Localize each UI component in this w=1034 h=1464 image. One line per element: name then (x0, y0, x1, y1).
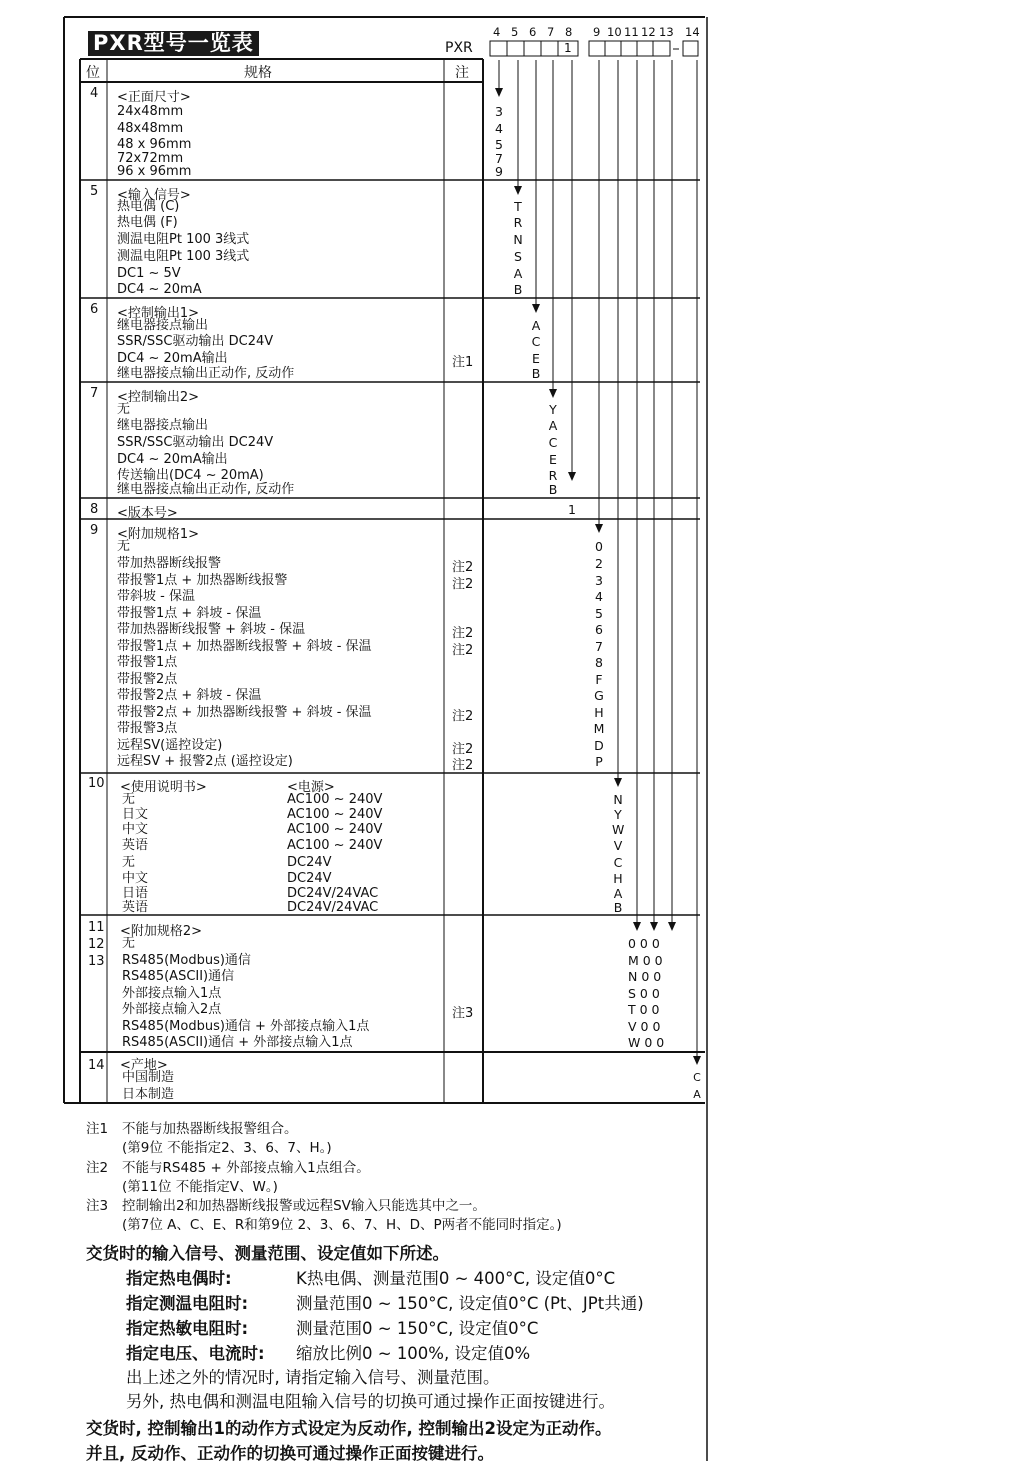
section-9-note: 注2 (452, 741, 474, 757)
delivery-value: 缩放比例0 ~ 100%, 设定值0% (296, 1344, 531, 1363)
section-11-code: V 0 0 (628, 1018, 661, 1034)
header-position: 位 (86, 65, 100, 81)
delivery-note: 另外, 热电偶和测温电阻输入信号的切换可通过操作正面按键进行。 (126, 1392, 615, 1411)
section-9-item: 无 (117, 539, 131, 554)
section-4-item: 96 x 96mm (117, 164, 192, 179)
delivery-label: 指定热电偶时: (126, 1269, 232, 1288)
section-7-code: E (549, 452, 557, 467)
section-6-item: DC4 ~ 20mA输出 (117, 351, 228, 366)
section-14-item: 中国制造 (122, 1070, 175, 1085)
section-10-power: AC100 ~ 240V (287, 838, 383, 853)
section-9-code: 2 (595, 556, 603, 571)
delivery-final: 并且, 反动作、正动作的切换可通过操作正面按键进行。 (86, 1444, 495, 1463)
section-6-item: SSR/SSC驱动输出 DC24V (117, 334, 274, 349)
section-10-code: N (613, 792, 623, 807)
section-8-code: 1 (568, 502, 576, 517)
section-9-code: P (595, 754, 603, 769)
delivery-label: 指定测温电阻时: (126, 1294, 249, 1313)
model-prefix: PXR (445, 40, 473, 56)
delivery-value: 测量范围0 ~ 150°C, 设定值0°C (296, 1319, 539, 1338)
section-10-title: <使用说明书> (120, 780, 207, 795)
section-6-note: 注1 (452, 355, 474, 370)
digit-position-12: 12 (641, 25, 656, 39)
fixed-digit: 1 (564, 41, 572, 55)
section-10-code: H (613, 871, 623, 886)
section-9-note: 注2 (452, 642, 474, 658)
section-6-code: E (532, 351, 540, 366)
section-9-item: 带报警1点 + 斜坡 - 保温 (117, 605, 262, 621)
section-9-note: 注2 (452, 576, 474, 592)
section-11-code: S 0 0 (628, 985, 660, 1001)
section-14-code: C (693, 1071, 701, 1084)
section-10-code: V (613, 838, 623, 853)
digit-position-11: 11 (624, 25, 639, 39)
section-4-code: 4 (495, 120, 503, 136)
section-7-code: C (548, 435, 558, 450)
section-10-item: 无 (122, 792, 136, 807)
delivery-value: K热电偶、测量范围0 ~ 400°C, 设定值0°C (296, 1269, 616, 1288)
section-11-title: <附加规格2> (120, 924, 203, 939)
section-9-code: 7 (595, 638, 603, 654)
section-5-code: T (514, 199, 522, 214)
section-5-item: 测温电阻Pt 100 3线式 (117, 232, 250, 247)
digit-position-8: 8 (565, 25, 573, 39)
section-5-item: 热电偶 (F) (117, 215, 178, 230)
section-10-item: 无 (122, 855, 136, 870)
section-7-item: 传送输出(DC4 ~ 20mA) (117, 468, 264, 483)
section-9-item: 带报警2点 + 加热器断线报警 + 斜坡 - 保温 (117, 704, 372, 720)
delivery-label: 指定热敏电阻时: (126, 1319, 249, 1338)
section-11-code: W 0 0 (628, 1035, 665, 1050)
page-title: PXR型号一览表 (88, 31, 259, 56)
section-9-code: H (594, 704, 604, 720)
section-5-title: <输入信号> (117, 188, 191, 203)
section-14-item: 日本制造 (122, 1087, 175, 1102)
section-9-code: 6 (595, 622, 603, 637)
section-10-power: DC24V (287, 855, 332, 870)
section-5-code: N (513, 232, 523, 247)
section-9-item: 远程SV(遥控设定) (117, 737, 223, 753)
section-6-title: <控制输出1> (117, 306, 200, 321)
footnote-id: 注2 (86, 1160, 109, 1176)
section-5-item: 测温电阻Pt 100 3线式 (117, 249, 250, 264)
section-11-item: 外部接点输入1点 (122, 985, 222, 1001)
section-9-code: D (594, 737, 604, 753)
section-4-code: 5 (495, 137, 503, 152)
digit-position-6: 6 (529, 25, 537, 39)
section-9-code: 4 (595, 589, 603, 604)
delivery-label: 指定电压、电流时: (126, 1344, 265, 1363)
footnote-text: 控制输出2和加热器断线报警或远程SV输入只能选其中之一。 (122, 1198, 486, 1214)
section-9-item: 带报警1点 + 加热器断线报警 + 斜坡 - 保温 (117, 638, 372, 654)
footnote-detail: (第7位 A、C、E、R和第9位 2、3、6、7、H、D、P两者不能同时指定。) (122, 1217, 562, 1233)
section-14-title: <产地> (120, 1058, 168, 1073)
digit-position-4: 4 (493, 25, 501, 39)
section-14-code: A (693, 1088, 701, 1101)
section-10-item: 中文 (122, 822, 149, 837)
section-6-position: 6 (90, 302, 99, 317)
section-6-code: C (531, 334, 541, 349)
section-5-code: A (513, 266, 523, 281)
section-11-code: M 0 0 (628, 952, 663, 968)
section-9-code: 5 (595, 605, 603, 621)
header-note: 注 (455, 65, 469, 81)
section-9-code: 3 (595, 572, 603, 588)
section-4-item: 48x48mm (117, 120, 184, 136)
section-10-power: AC100 ~ 240V (287, 822, 383, 837)
footnote-id: 注1 (86, 1121, 109, 1137)
section-10-code: C (613, 855, 623, 870)
section-10-power: DC24V/24VAC (287, 886, 379, 901)
digit-position-10: 10 (607, 25, 622, 39)
section-11-item: 无 (122, 936, 136, 951)
section-10-power: AC100 ~ 240V (287, 792, 383, 807)
section-10-item: 中文 (122, 871, 149, 886)
section-13-position: 13 (88, 954, 105, 969)
section-7-code: R (548, 468, 558, 483)
section-6-code: B (531, 366, 541, 381)
section-10-code: A (613, 886, 623, 901)
delivery-heading: 交货时的输入信号、测量范围、设定值如下所述。 (86, 1244, 449, 1263)
section-6-item: 继电器接点输出正动作, 反动作 (117, 366, 295, 381)
section-11-item: RS485(ASCII)通信 + 外部接点输入1点 (122, 1035, 353, 1050)
digit-position-14: 14 (685, 25, 700, 39)
section-4-code: 7 (495, 151, 503, 166)
section-9-item: 带报警2点 + 斜坡 - 保温 (117, 688, 262, 703)
section-10-power: AC100 ~ 240V (287, 807, 383, 822)
section-4-item: 48 x 96mm (117, 137, 192, 152)
section-7-item: 无 (117, 402, 131, 417)
section-9-position: 9 (90, 523, 99, 538)
section-14-position: 14 (88, 1058, 105, 1073)
section-10-title-power: <电源> (287, 780, 335, 795)
section-8-position: 8 (90, 502, 99, 517)
section-9-note: 注2 (452, 708, 474, 724)
section-9-item: 带斜坡 - 保温 (117, 589, 195, 604)
section-7-item: 继电器接点输出 (117, 418, 209, 433)
section-4-code: 9 (495, 164, 503, 179)
section-11-note: 注3 (452, 1006, 474, 1021)
section-12-position: 12 (88, 937, 105, 952)
section-10-item: 日文 (122, 807, 149, 822)
section-10-code: W (612, 822, 625, 837)
section-10-item: 日语 (122, 886, 149, 901)
section-9-item: 带报警3点 (117, 721, 178, 736)
header-spec: 规格 (244, 65, 272, 81)
section-10-power: DC24V (287, 871, 332, 886)
section-9-item: 带加热器断线报警 (117, 556, 222, 571)
section-9-code: 0 (595, 539, 603, 554)
section-7-code: B (548, 482, 558, 497)
section-7-item: DC4 ~ 20mA输出 (117, 452, 228, 467)
footnote-id: 注3 (86, 1198, 109, 1214)
footnote-detail: (第9位 不能指定2、3、6、7、H。) (122, 1140, 332, 1156)
section-9-item: 带报警1点 (117, 655, 178, 670)
section-5-code: S (514, 249, 522, 264)
section-9-code: 8 (595, 655, 603, 670)
digit-position-5: 5 (511, 25, 519, 39)
delivery-value: 测量范围0 ~ 150°C, 设定值0°C (Pt、JPt共通) (296, 1294, 644, 1313)
section-5-item: DC4 ~ 20mA (117, 282, 202, 297)
section-5-position: 5 (90, 184, 99, 199)
section-10-position: 10 (88, 776, 105, 791)
section-5-item: 热电偶 (C) (117, 199, 180, 214)
footnote-text: 不能与RS485 + 外部接点输入1点组合。 (122, 1160, 370, 1176)
section-7-code: A (548, 418, 558, 433)
section-11-item: 外部接点输入2点 (122, 1002, 222, 1017)
section-11-item: RS485(ASCII)通信 (122, 969, 235, 984)
section-4-code: 3 (495, 104, 503, 119)
delivery-note: 出上述之外的情况时, 请指定输入信号、测量范围。 (126, 1368, 500, 1387)
section-7-position: 7 (90, 386, 99, 401)
section-7-item: SSR/SSC驱动输出 DC24V (117, 435, 274, 450)
digit-position-7: 7 (547, 25, 555, 39)
section-11-code: N 0 0 (628, 969, 662, 984)
section-10-code: B (613, 900, 623, 915)
section-5-item: DC1 ~ 5V (117, 266, 181, 281)
section-9-code: M (593, 721, 605, 736)
section-9-item: 远程SV + 报警2点 (遥控设定) (117, 754, 293, 769)
section-8-title: <版本号> (117, 506, 178, 521)
section-10-code: Y (614, 807, 622, 822)
section-11-code: T 0 0 (628, 1002, 660, 1017)
section-11-code: 0 0 0 (628, 936, 660, 951)
section-6-item: 继电器接点输出 (117, 318, 209, 333)
section-9-item: 带报警1点 + 加热器断线报警 (117, 572, 288, 588)
section-11-position: 11 (88, 920, 105, 935)
section-10-power: DC24V/24VAC (287, 900, 379, 915)
digit-position-9: 9 (593, 25, 601, 39)
section-9-code: G (594, 688, 604, 703)
delivery-final: 交货时, 控制输出1的动作方式设定为反动作, 控制输出2设定为正动作。 (86, 1419, 612, 1438)
section-4-item: 24x48mm (117, 104, 184, 119)
section-9-item: 带报警2点 (117, 671, 178, 687)
section-6-code: A (531, 318, 541, 333)
section-7-item: 继电器接点输出正动作, 反动作 (117, 482, 295, 497)
section-9-item: 带加热器断线报警 + 斜坡 - 保温 (117, 622, 306, 637)
section-9-note: 注2 (452, 560, 474, 575)
section-4-title: <正面尺寸> (117, 90, 191, 105)
section-11-item: RS485(Modbus)通信 + 外部接点输入1点 (122, 1018, 370, 1034)
footnote-detail: (第11位 不能指定V、W。) (122, 1179, 278, 1195)
section-10-item: 英语 (122, 900, 149, 915)
digit-position-13: 13 (659, 25, 674, 39)
section-11-item: RS485(Modbus)通信 (122, 952, 251, 968)
section-9-code: F (595, 671, 603, 687)
section-9-title: <附加规格1> (117, 527, 200, 542)
section-4-item: 72x72mm (117, 151, 184, 166)
section-9-note: 注2 (452, 626, 474, 641)
section-5-code: B (513, 282, 523, 297)
section-4-position: 4 (90, 86, 99, 101)
section-10-item: 英语 (122, 838, 149, 853)
footnote-text: 不能与加热器断线报警组合。 (122, 1121, 298, 1137)
section-7-title: <控制输出2> (117, 390, 200, 405)
section-9-note: 注2 (452, 758, 474, 773)
section-7-code: Y (549, 402, 557, 417)
section-5-code: R (513, 215, 523, 230)
